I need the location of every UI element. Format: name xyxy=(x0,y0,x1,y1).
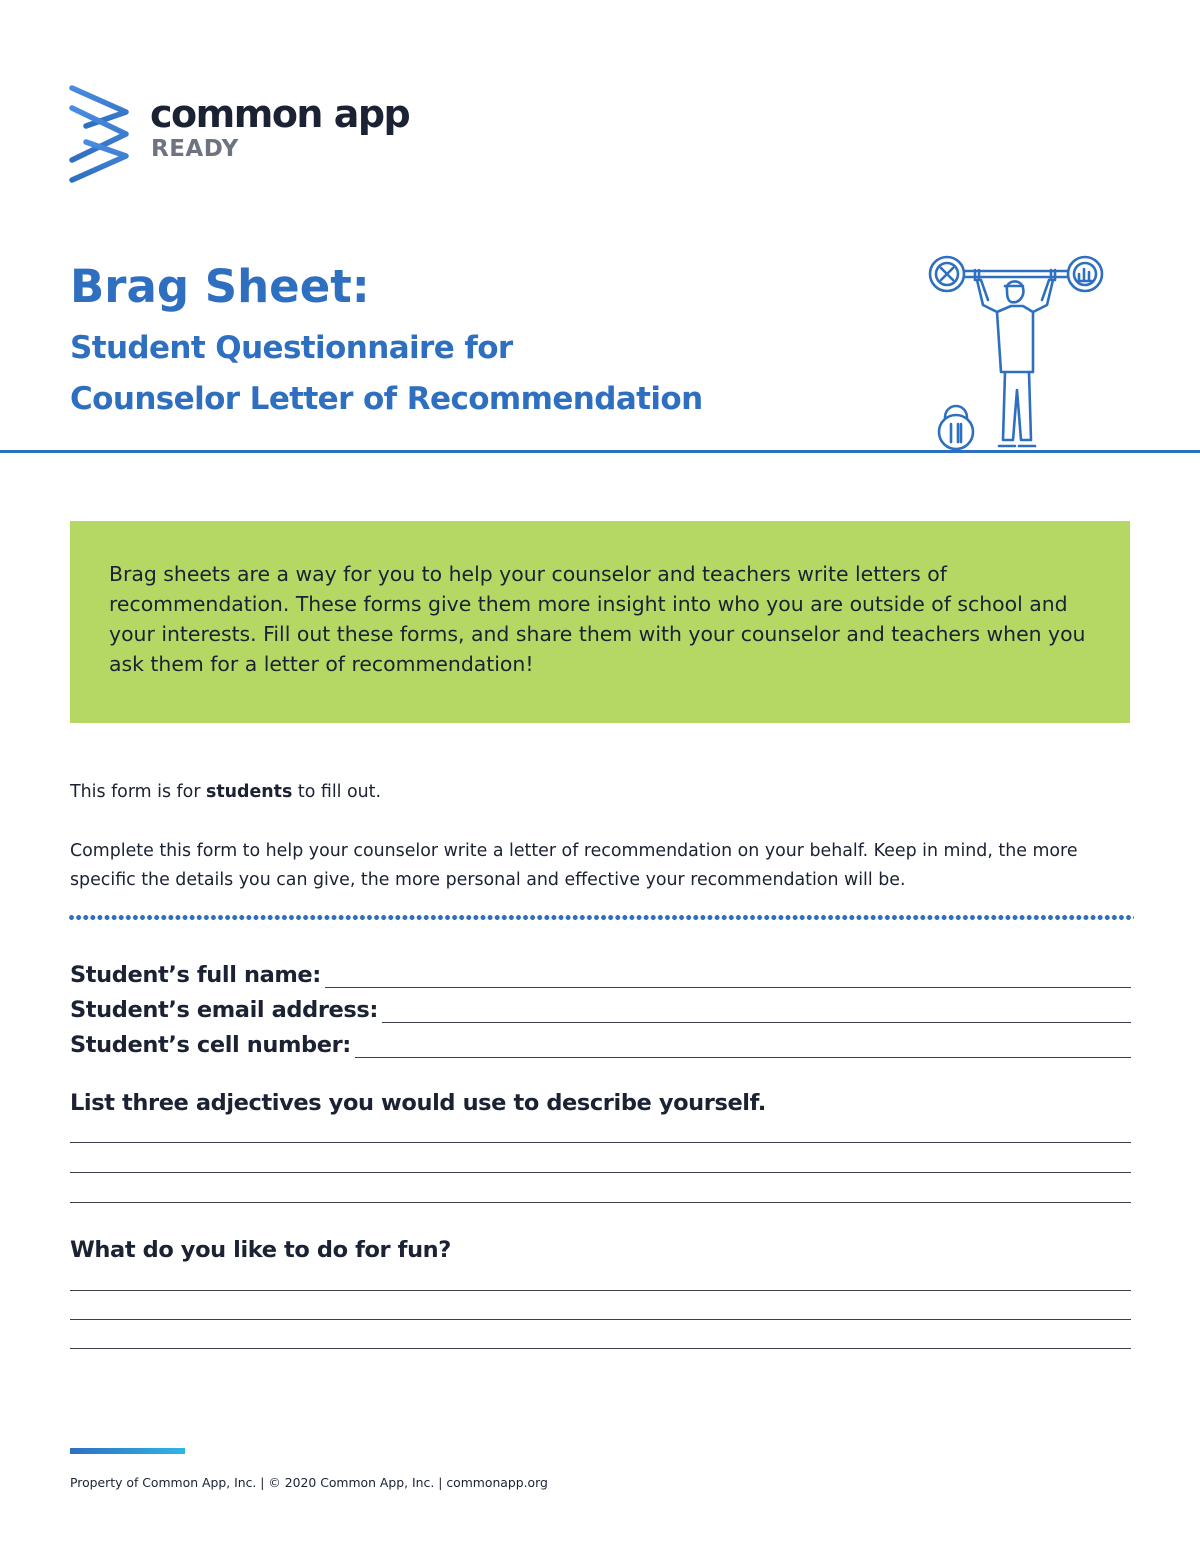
adjectives-answer-line-2[interactable] xyxy=(70,1172,1131,1173)
fun-answer-line-1[interactable] xyxy=(70,1290,1131,1291)
adjectives-answer-line-3[interactable] xyxy=(70,1202,1131,1203)
audience-note xyxy=(70,778,1140,807)
intro-text: Brag sheets are a way for you to help your counselor and teachers write letters of recommendation. These forms give them more insight into who you are outside of school and your interests. Fill out these forms, and share them with your counselor and teachers when you ask them for a letter of recommendation! xyxy=(109,562,1086,676)
subtitle-line-1: Student Questionnaire for xyxy=(70,330,513,366)
common-app-logo-icon xyxy=(66,82,136,186)
guidance-note: Complete this form to help your counselor write a letter of recommendation on your behalf. Keep in mind, the more specific the details you can give, the more personal and effective your recommendation will be. xyxy=(70,841,1078,890)
fun-answer-line-3[interactable] xyxy=(70,1348,1131,1349)
subtitle-line-2: Counselor Letter of Recommendation xyxy=(70,381,703,417)
email-field xyxy=(70,993,1131,1025)
adjectives-answer-line-1[interactable] xyxy=(70,1142,1131,1143)
dotted-divider xyxy=(68,914,1134,921)
full-name-field xyxy=(70,958,1131,990)
question-fun: What do you like to do for fun? xyxy=(70,1237,451,1263)
logo-wordmark: common app xyxy=(150,92,410,136)
email-label: Student’s email address: xyxy=(70,997,378,1023)
header-divider xyxy=(0,450,1200,453)
audience-prefix: This form is for xyxy=(70,782,207,802)
cell-number-label: Student’s cell number: xyxy=(70,1032,351,1058)
intro-callout xyxy=(70,521,1130,723)
full-name-input-line[interactable] xyxy=(325,961,1131,988)
cell-number-input-line[interactable] xyxy=(355,1031,1131,1058)
fun-answer-line-2[interactable] xyxy=(70,1319,1131,1320)
cell-number-field xyxy=(70,1028,1131,1060)
page-title: Brag Sheet: xyxy=(70,260,370,313)
page-subtitle xyxy=(70,323,830,425)
audience-suffix: to fill out. xyxy=(292,782,382,802)
audience-emphasis: students xyxy=(206,782,293,802)
footer-copyright: Property of Common App, Inc. | © 2020 Common App, Inc. | commonapp.org xyxy=(70,1475,548,1490)
email-input-line[interactable] xyxy=(382,996,1131,1023)
question-adjectives: List three adjectives you would use to describe yourself. xyxy=(70,1090,766,1116)
weightlifter-illustration xyxy=(925,250,1115,455)
logo-tagline: READY xyxy=(151,136,239,162)
full-name-label: Student’s full name: xyxy=(70,962,321,988)
footer-accent-bar xyxy=(70,1448,185,1454)
